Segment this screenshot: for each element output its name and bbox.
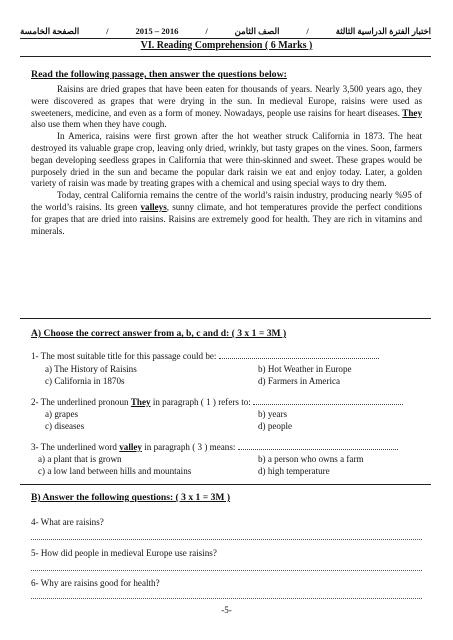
answer-blank[interactable] [253, 397, 403, 405]
question-2: 2- The underlined pronoun They in paragraph ( 1 ) refers to: [31, 397, 403, 407]
page-label-arabic: الصفحة الخامسة [20, 25, 80, 36]
q3-option-a[interactable]: a) a plant that is grown [38, 454, 122, 464]
answer-blank[interactable] [238, 442, 398, 450]
part-b-heading: B) Answer the following questions: ( 3 x 1 = 3M ) [31, 492, 231, 503]
part-a-heading: A) Choose the correct answer from a, b, c and d: ( 3 x 1 = 3M ) [31, 328, 287, 339]
q1-option-a[interactable]: a) The History of Raisins [45, 364, 137, 374]
divider-rule [20, 484, 431, 485]
paragraph-3: Today, central California remains the centre of the world’s raisin industry, producing nearly %95 of the world’s raisins. Its green valleys, sunny climate, and hot temperatures provide the perfect conditions for grapes that are dried into raisins. Raisins are extremely good for health. They are rich in vitamins and minerals. [31, 190, 422, 236]
q1-option-c[interactable]: c) California in 1870s [45, 376, 125, 386]
q1-option-b[interactable]: b) Hot Weather in Europe [258, 364, 352, 374]
divider-rule [20, 318, 431, 319]
header-rule [20, 38, 431, 39]
header-separator: / [306, 26, 309, 36]
grade-label: الصف الثامن [234, 25, 280, 36]
q2-option-d[interactable]: d) people [258, 421, 293, 431]
question-5: 5- How did people in medieval Europe use raisins? [31, 548, 217, 558]
page-header [20, 24, 431, 38]
page-number: -5- [221, 605, 232, 615]
answer-line-6[interactable] [31, 598, 422, 599]
header-separator: / [205, 26, 208, 36]
q3-option-b[interactable]: b) a person who owns a farm [258, 454, 364, 464]
answer-blank[interactable] [219, 351, 379, 359]
header-separator: / [106, 26, 109, 36]
section-title: VI. Reading Comprehension ( 6 Marks ) [140, 40, 313, 51]
question-4: 4- What are raisins? [31, 517, 104, 527]
q2-option-b[interactable]: b) years [258, 409, 288, 419]
q2-option-c[interactable]: c) diseases [45, 421, 85, 431]
underlined-pronoun: They [402, 107, 422, 118]
school-year: 2015 – 2016 [135, 26, 179, 36]
answer-line-4[interactable] [31, 539, 422, 540]
underlined-word: valleys [140, 201, 167, 212]
paragraph-1: Raisins are dried grapes that have been eaten for thousands of years. Nearly 3,500 years ago, they were discovered as grapes that were drying in the sun. In medieval Europe, raisins were used as sweeteners, medicine, and even as a form of money. Nowadays, people use raisins for heart diseases. They also use them when they have cough. [31, 84, 422, 130]
q1-option-d[interactable]: d) Farmers in America [258, 376, 341, 386]
q3-option-d[interactable]: d) high temperature [258, 466, 330, 476]
question-3: 3- The underlined word valley in paragraph ( 3 ) means: [31, 442, 398, 452]
exam-title: اختبار الفترة الدراسية الثالثة [335, 27, 431, 36]
question-1: 1- The most suitable title for this passage could be: [31, 351, 379, 361]
answer-line-5[interactable] [31, 570, 422, 571]
question-6: 6- Why are raisins good for health? [31, 578, 160, 588]
paragraph-2: In America, raisins were first grown after the hot weather struck California in 1873. The heat destroyed its valuable grape crop, leaving only dried, wrinkly, but tasty grapes on the vines. Soon, farmers began developing seedless grapes in California that were thin-skinned and sweet. These grapes would be purposely dried in the sun and became the popular dark raisin we eat and enjoy today. Later, a golden variety of raisin was made by treating grapes with a chemical and using special ways to dry them. [31, 131, 422, 189]
instruction: Read the following passage, then answer the questions below: [31, 69, 287, 80]
q3-option-c[interactable]: c) a low land between hills and mountains [38, 466, 192, 476]
q2-option-a[interactable]: a) grapes [45, 409, 79, 419]
reading-passage [31, 84, 422, 237]
section-rule [20, 56, 431, 57]
